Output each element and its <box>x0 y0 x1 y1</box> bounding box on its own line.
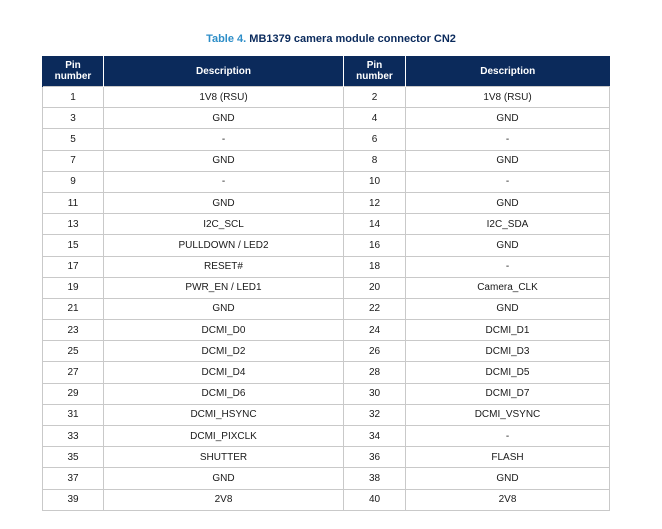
pin-number-cell: 38 <box>344 468 406 489</box>
pin-description-cell: GND <box>406 468 610 489</box>
pin-description-cell: GND <box>104 298 344 319</box>
pin-description-cell: - <box>406 426 610 447</box>
pin-description-cell: - <box>104 129 344 150</box>
header-cell-text: Description <box>480 65 536 77</box>
pin-number-cell: 23 <box>43 320 104 341</box>
pin-description-cell: 1V8 (RSU) <box>406 87 610 108</box>
pin-number-cell: 15 <box>43 235 104 256</box>
header-cell-text: Pin number <box>54 60 92 82</box>
pin-number-cell: 28 <box>344 362 406 383</box>
header-cell-text: Description <box>195 65 251 77</box>
pin-number-cell: 34 <box>344 426 406 447</box>
table-row <box>43 426 610 447</box>
pin-description-cell: DCMI_D4 <box>104 362 344 383</box>
header-pin-number-right <box>344 56 406 87</box>
pin-description-cell: - <box>406 129 610 150</box>
table-row <box>43 320 610 341</box>
pin-number-cell: 29 <box>43 383 104 404</box>
pin-description-cell: GND <box>104 468 344 489</box>
header-cell-text: Pin number <box>356 60 393 82</box>
pin-number-cell: 31 <box>43 404 104 425</box>
pin-number-cell: 9 <box>43 171 104 192</box>
pin-description-cell: FLASH <box>406 447 610 468</box>
pin-number-cell: 39 <box>43 489 104 510</box>
table-row <box>43 277 610 298</box>
pin-number-cell: 21 <box>43 298 104 319</box>
pin-description-cell: GND <box>406 150 610 171</box>
table-row <box>43 362 610 383</box>
table-body <box>43 87 610 511</box>
pin-description-cell: GND <box>104 108 344 129</box>
pin-description-cell: - <box>406 171 610 192</box>
pin-number-cell: 11 <box>43 192 104 213</box>
pin-number-cell: 16 <box>344 235 406 256</box>
pin-description-cell: GND <box>406 235 610 256</box>
pin-description-cell: GND <box>104 150 344 171</box>
pin-description-cell: SHUTTER <box>104 447 344 468</box>
table-row <box>43 341 610 362</box>
table-header <box>43 56 610 87</box>
pin-description-cell: DCMI_D5 <box>406 362 610 383</box>
pin-number-cell: 6 <box>344 129 406 150</box>
header-description-left <box>104 56 344 87</box>
pin-description-cell: DCMI_HSYNC <box>104 404 344 425</box>
table-row <box>43 87 610 108</box>
table-row <box>43 298 610 319</box>
pin-description-cell: DCMI_PIXCLK <box>104 426 344 447</box>
table-row <box>43 214 610 235</box>
table-caption <box>0 33 662 45</box>
pin-number-cell: 25 <box>43 341 104 362</box>
pin-number-cell: 20 <box>344 277 406 298</box>
pin-number-cell: 17 <box>43 256 104 277</box>
pin-description-cell: DCMI_D2 <box>104 341 344 362</box>
pin-number-cell: 33 <box>43 426 104 447</box>
pin-number-cell: 8 <box>344 150 406 171</box>
table-row <box>43 171 610 192</box>
pin-number-cell: 12 <box>344 192 406 213</box>
table-row <box>43 404 610 425</box>
pin-description-cell: Camera_CLK <box>406 277 610 298</box>
pin-number-cell: 5 <box>43 129 104 150</box>
pin-number-cell: 3 <box>43 108 104 129</box>
pin-description-cell: DCMI_D7 <box>406 383 610 404</box>
pin-number-cell: 14 <box>344 214 406 235</box>
pin-number-cell: 10 <box>344 171 406 192</box>
header-pin-number-left <box>43 56 104 87</box>
pin-description-cell: 1V8 (RSU) <box>104 87 344 108</box>
pin-number-cell: 36 <box>344 447 406 468</box>
pin-number-cell: 30 <box>344 383 406 404</box>
connector-pin-table <box>42 56 610 511</box>
table-row <box>43 447 610 468</box>
pin-description-cell: I2C_SCL <box>104 214 344 235</box>
pin-description-cell: DCMI_D1 <box>406 320 610 341</box>
table-header-row <box>43 56 610 87</box>
pin-description-cell: - <box>406 256 610 277</box>
table-row <box>43 256 610 277</box>
pin-description-cell: DCMI_D3 <box>406 341 610 362</box>
table-row <box>43 150 610 171</box>
pin-number-cell: 22 <box>344 298 406 319</box>
pin-description-cell: DCMI_D6 <box>104 383 344 404</box>
pin-number-cell: 7 <box>43 150 104 171</box>
pin-number-cell: 26 <box>344 341 406 362</box>
pin-number-cell: 2 <box>344 87 406 108</box>
pin-number-cell: 35 <box>43 447 104 468</box>
pin-number-cell: 1 <box>43 87 104 108</box>
pin-description-cell: PWR_EN / LED1 <box>104 277 344 298</box>
pin-description-cell: DCMI_D0 <box>104 320 344 341</box>
pin-description-cell: PULLDOWN / LED2 <box>104 235 344 256</box>
pin-description-cell: DCMI_VSYNC <box>406 404 610 425</box>
pin-description-cell: I2C_SDA <box>406 214 610 235</box>
table-row <box>43 235 610 256</box>
pin-number-cell: 37 <box>43 468 104 489</box>
pin-number-cell: 40 <box>344 489 406 510</box>
table-row <box>43 129 610 150</box>
table-row <box>43 468 610 489</box>
pin-number-cell: 4 <box>344 108 406 129</box>
pin-description-cell: 2V8 <box>406 489 610 510</box>
pin-number-cell: 24 <box>344 320 406 341</box>
pin-number-cell: 19 <box>43 277 104 298</box>
table-row <box>43 489 610 510</box>
table-caption-title: MB1379 camera module connector CN2 <box>249 33 456 45</box>
header-description-right <box>406 56 610 87</box>
pin-description-cell: GND <box>406 192 610 213</box>
table-caption-label: Table 4. <box>206 33 247 45</box>
table-row <box>43 192 610 213</box>
pin-description-cell: GND <box>406 298 610 319</box>
pin-description-cell: - <box>104 171 344 192</box>
pin-description-cell: GND <box>104 192 344 213</box>
pin-number-cell: 13 <box>43 214 104 235</box>
pin-number-cell: 18 <box>344 256 406 277</box>
table-row <box>43 383 610 404</box>
pin-number-cell: 27 <box>43 362 104 383</box>
pin-description-cell: RESET# <box>104 256 344 277</box>
table-row <box>43 108 610 129</box>
pin-description-cell: GND <box>406 108 610 129</box>
pin-number-cell: 32 <box>344 404 406 425</box>
pin-description-cell: 2V8 <box>104 489 344 510</box>
